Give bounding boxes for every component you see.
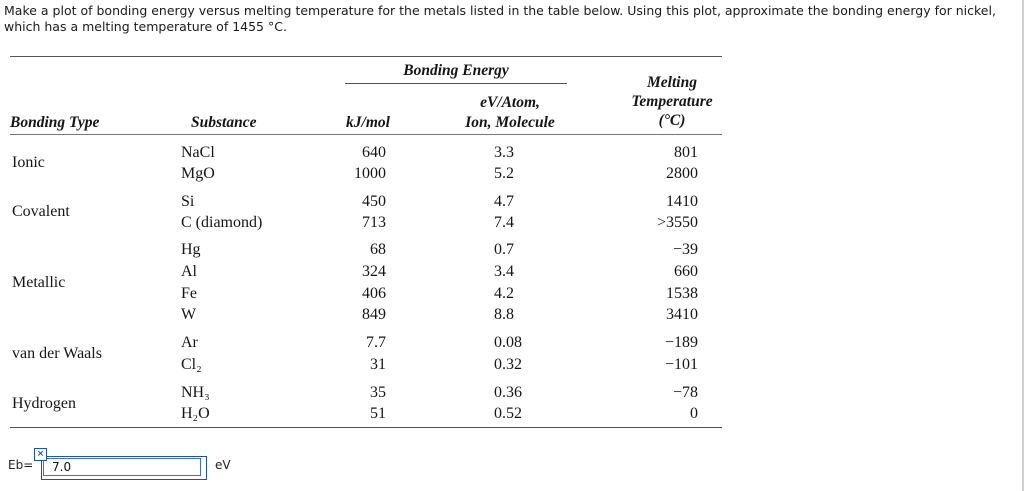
ev-cell: 4.7	[494, 193, 514, 210]
melt-cell: 801	[674, 144, 698, 161]
eb-label: Eb=	[8, 458, 34, 472]
kj-cell: 713	[362, 214, 386, 231]
bonding-energy-subrule	[345, 83, 567, 84]
ev-cell: 7.4	[494, 214, 514, 231]
bonding-type-van-der-waals: van der Waals	[12, 345, 102, 362]
header-substance: Substance	[191, 114, 257, 131]
table-top-rule	[10, 56, 722, 57]
header-melting-line3: (°C)	[658, 112, 686, 129]
bonding-type-covalent: Covalent	[12, 203, 70, 220]
melt-cell: 3410	[666, 306, 698, 323]
table-bottom-rule	[10, 427, 722, 428]
substance-cell: NaCl	[181, 144, 215, 161]
header-rule	[10, 134, 722, 135]
melt-cell: −101	[664, 356, 698, 373]
answer-unit: eV	[215, 458, 231, 472]
kj-cell: 450	[362, 193, 386, 210]
ev-cell: 3.4	[494, 263, 514, 280]
ev-cell: 0.08	[494, 334, 522, 351]
kj-cell: 849	[362, 306, 386, 323]
melt-cell: 1410	[666, 193, 698, 210]
substance-cell: Si	[181, 193, 195, 210]
ev-cell: 0.52	[494, 405, 522, 422]
melt-cell: 2800	[666, 165, 698, 182]
ev-cell: 5.2	[494, 165, 514, 182]
substance-cell: Al	[181, 263, 197, 280]
kj-cell: 640	[362, 144, 386, 161]
header-melting-line2: Temperature	[631, 93, 713, 110]
substance-cell: NH₃	[181, 384, 210, 401]
kj-cell: 31	[370, 356, 386, 373]
kj-cell: 51	[370, 405, 386, 422]
answer-row	[0, 440, 1024, 491]
melt-cell: −189	[664, 334, 698, 351]
ev-cell: 8.8	[494, 306, 514, 323]
substance-cell: MgO	[181, 165, 215, 182]
melt-cell: −78	[672, 384, 698, 401]
bonding-energy-table	[10, 56, 722, 428]
kj-cell: 68	[370, 241, 386, 258]
substance-cell: Cl₂	[181, 356, 202, 373]
bonding-type-ionic: Ionic	[12, 154, 45, 171]
kj-cell: 1000	[354, 165, 386, 182]
ev-cell: 0.32	[494, 356, 522, 373]
melt-cell: 1538	[666, 285, 698, 302]
question-text: Make a plot of bonding energy versus melting temperature for the metals listed in the table below. Using this plot, approximate the bonding energy for nickel, which has a melting temperature of 1455 °C.	[4, 3, 996, 34]
substance-cell: H₂O	[181, 405, 210, 422]
bonding-type-metallic: Metallic	[12, 274, 66, 291]
header-melting-line1: Melting	[647, 74, 697, 91]
ev-cell: 0.7	[494, 241, 514, 258]
ev-cell: 3.3	[494, 144, 514, 161]
substance-cell: W	[181, 306, 197, 323]
answer-input-frame	[41, 456, 207, 480]
kj-cell: 7.7	[366, 334, 386, 351]
substance-cell: Fe	[181, 285, 197, 302]
kj-cell: 324	[362, 263, 386, 280]
ev-cell: 0.36	[494, 384, 522, 401]
melt-cell: 0	[690, 405, 698, 422]
melt-cell: >3550	[656, 214, 698, 231]
melt-cell: 660	[674, 263, 698, 280]
substance-cell: C (diamond)	[181, 214, 263, 231]
ev-cell: 4.2	[494, 285, 514, 302]
substance-cell: Hg	[181, 241, 201, 258]
header-bonding-type: Bonding Type	[10, 114, 100, 131]
answer-input[interactable]	[43, 458, 201, 476]
header-kj-mol: kJ/mol	[346, 114, 390, 131]
header-bonding-energy: Bonding Energy	[403, 62, 509, 79]
header-ev-line2: Ion, Molecule	[465, 114, 555, 131]
clear-icon[interactable]: ×	[34, 448, 47, 461]
bonding-type-hydrogen: Hydrogen	[12, 395, 76, 412]
kj-cell: 406	[362, 285, 386, 302]
kj-cell: 35	[370, 384, 386, 401]
melt-cell: −39	[672, 241, 698, 258]
substance-cell: Ar	[181, 334, 198, 351]
header-ev-line1: eV/Atom,	[480, 94, 540, 111]
